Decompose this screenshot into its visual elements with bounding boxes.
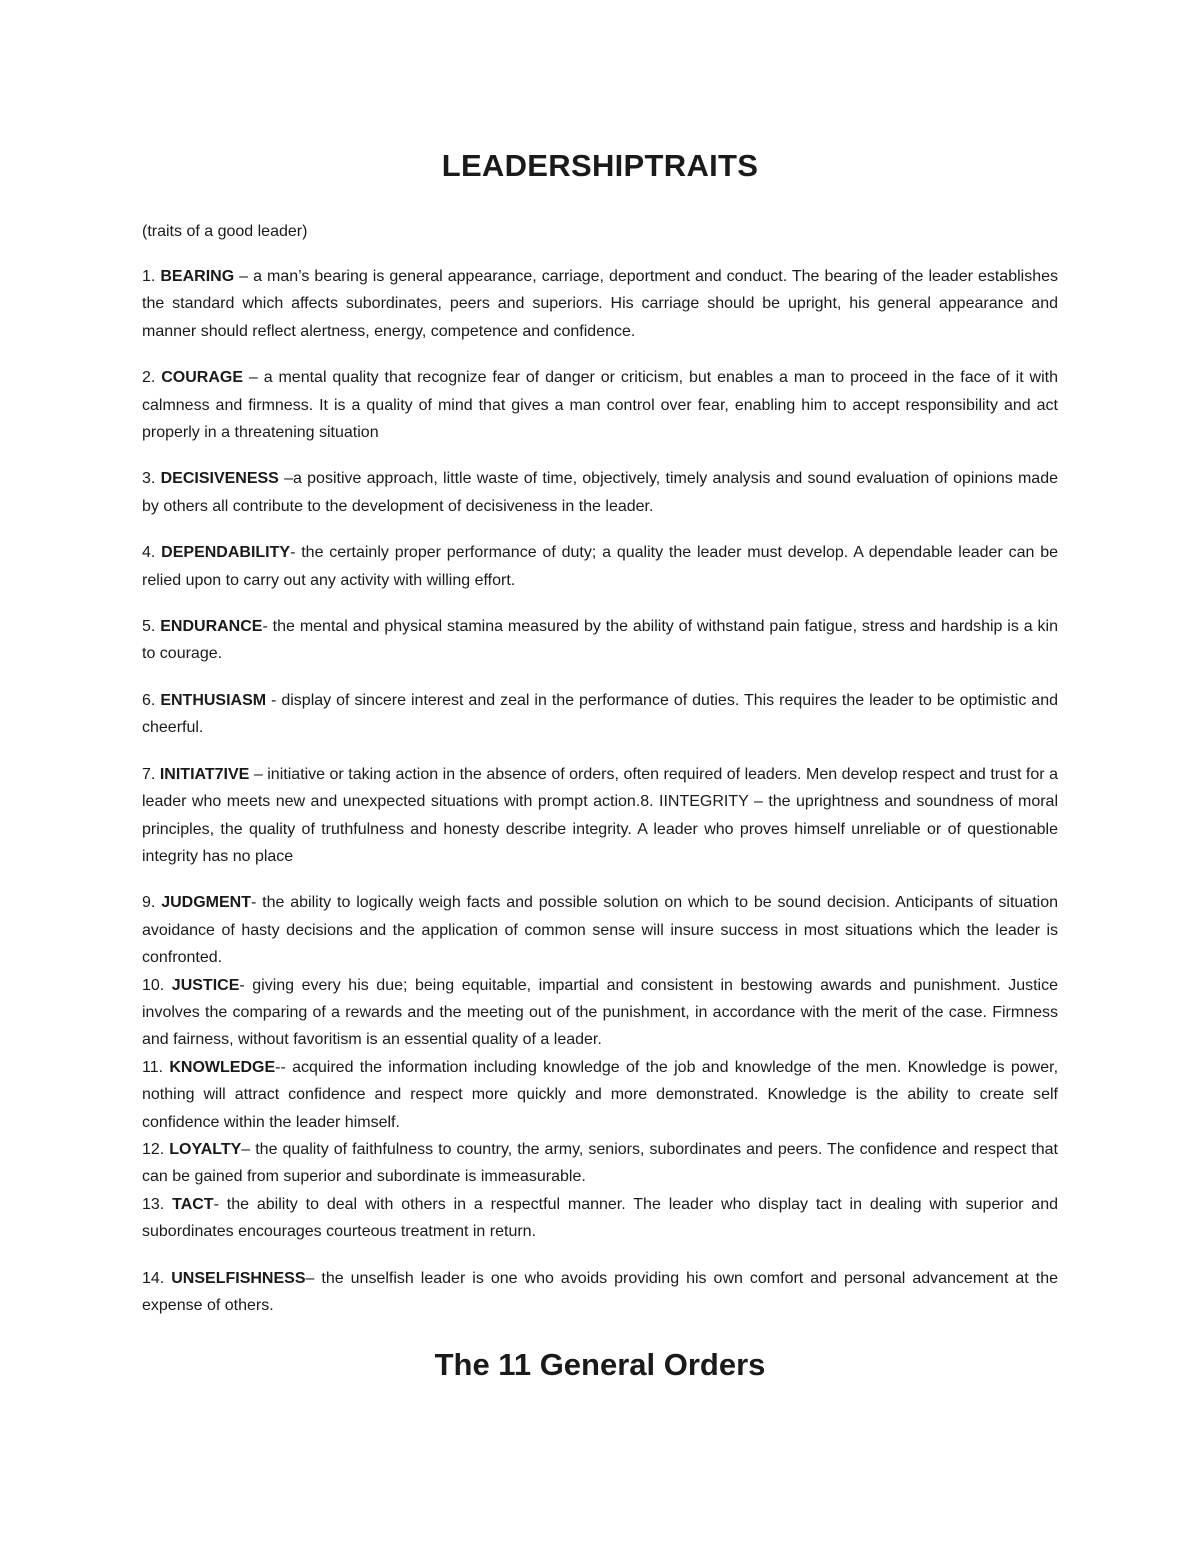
- traits-list: [142, 263, 1058, 1319]
- trait-unselfishness: 14. UNSELFISHNESS– the unselfish leader is one who avoids providing his own comfort and personal advancement at the expense of others.: [142, 1269, 1058, 1314]
- trait-tact: 13. TACT- the ability to deal with others in a respectful manner. The leader who display tact in dealing with superior and subordinates encourages courteous treatment in return.: [142, 1195, 1059, 1241]
- trait-name: BEARING: [160, 268, 235, 285]
- trait-name: COURAGE: [161, 369, 244, 387]
- trait-decisiveness: 3. DECISIVENESS –a positive approach, little waste of time, objectively, timely analysis and sound evaluation of opinions made by others all contribute to the development of decisiveness in the leader.: [142, 470, 1058, 515]
- trait-name: DEPENDABILITY: [161, 544, 291, 562]
- trait-justice: 10. JUSTICE- giving every his due; being equitable, impartial and consistent in bestowing awards and punishment. Justice involves the comparing of a rewards and the meeting out of the punishment, in accordance with the merit of the case. Firmness and fairness, without favoritism is an essential quality of a leader.: [142, 976, 1059, 1049]
- trait-name: DECISIVENESS: [160, 470, 279, 488]
- trait-name: ENDURANCE: [160, 618, 263, 636]
- trait-name: UNSELFISHNESS: [171, 1269, 306, 1287]
- trait-dependability: 4. DEPENDABILITY- the certainly proper performance of duty; a quality the leader must develop. A dependable leader can be relied upon to carry out any activity with willing effort.: [142, 544, 1058, 589]
- trait-initiative: 7. INITIAT7IVE – initiative or taking action in the absence of orders, often required of leaders. Men develop respect and trust for a leader who meets new and unexpected situations with prompt action.8. IINTEGRITY – the uprightness and soundness of moral principles, the quality of truthfulness and honesty describe integrity. A leader who proves himself unreliable or of questionable integrity has no place: [142, 765, 1058, 865]
- trait-endurance: 5. ENDURANCE- the mental and physical stamina measured by the ability of withstand pain fatigue, stress and hardship is a kin to courage.: [142, 618, 1058, 663]
- trait-knowledge: 11. KNOWLEDGE-- acquired the information including knowledge of the job and knowledge of the men. Knowledge is power, nothing will attract confidence and respect more quickly and more demonstrated. Knowledge is the ability to create self confidence within the leader himself.: [142, 1058, 1059, 1131]
- trait-name: KNOWLEDGE: [169, 1058, 276, 1076]
- page-subtitle: (traits of a good leader): [142, 223, 308, 240]
- section-title: The 11 General Orders: [434, 1347, 766, 1382]
- page-title: LEADERSHIPTRAITS: [441, 148, 759, 183]
- trait-name: ENTHUSIASM: [160, 691, 267, 709]
- trait-bearing: 1. BEARING – a man’s bearing is general appearance, carriage, deportment and conduct. The bearing of the leader establishes the standard which affects subordinates, peers and superiors. His carriage should be upright, his general appearance and manner should reflect alertness, energy, competence and confidence.: [142, 268, 1058, 340]
- trait-loyalty: 12. LOYALTY– the quality of faithfulness to country, the army, seniors, subordinates and peers. The confidence and respect that can be gained from superior and subordinate is immeasurable.: [142, 1140, 1058, 1186]
- trait-judgment: 9. JUDGMENT- the ability to logically weigh facts and possible solution on which to be sound decision. Anticipants of situation avoidance of hasty decisions and the application of common sense will insure success in most situations which the leader is confronted.: [142, 894, 1059, 967]
- trait-name: JUSTICE: [171, 976, 240, 994]
- trait-name: TACT: [172, 1195, 214, 1213]
- trait-courage: 2. COURAGE – a mental quality that recognize fear of danger or criticism, but enables a man to proceed in the face of it with calmness and firmness. It is a quality of mind that gives a man control over fear, enabling him to accept responsibility and act properly in a threatening situation: [142, 369, 1058, 442]
- trait-name: INITIAT7IVE: [159, 765, 250, 783]
- trait-name: LOYALTY: [169, 1140, 242, 1158]
- trait-enthusiasm: 6. ENTHUSIASM - display of sincere interest and zeal in the performance of duties. This requires the leader to be optimistic and cheerful.: [142, 691, 1058, 737]
- trait-name: JUDGMENT: [161, 894, 251, 912]
